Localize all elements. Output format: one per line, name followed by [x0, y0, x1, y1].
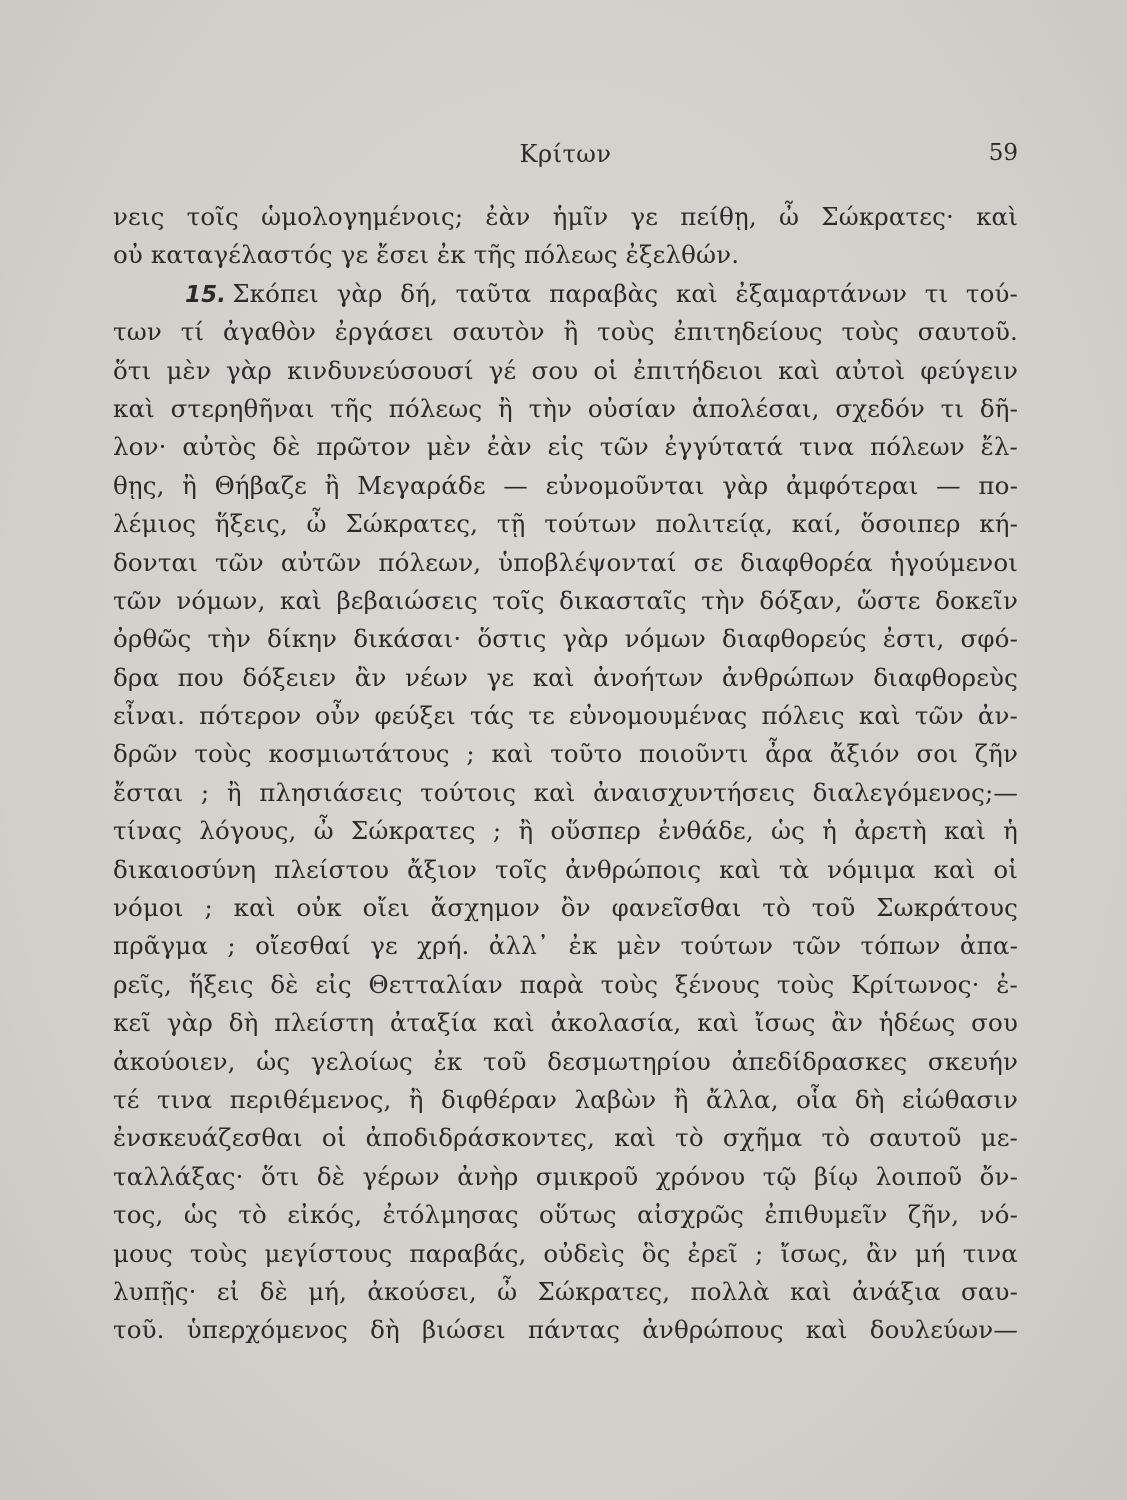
text-line: Σκόπει γὰρ δή, ταῦτα παραβὰς καὶ ἐξαμαρτάνων τι τού- — [232, 278, 1018, 308]
text-line: οὐ καταγέλαστός γε ἔσει ἐκ τῆς πόλεως ἐξελθών. — [113, 240, 740, 270]
running-head — [113, 140, 1018, 180]
text-line: των τί ἀγαθὸν ἐργάσει σαυτὸν ἢ τοὺς ἐπιτηδείους τοὺς σαυτοῦ. — [113, 317, 1018, 347]
text-line: τῶν νόμων, καὶ βεβαιώσεις τοῖς δικασταῖς τὴν δόξαν, ὥστε δοκεῖν — [113, 585, 1018, 615]
text-line: τοῦ. ὑπερχόμενος δὴ βιώσει πάντας ἀνθρώπους καὶ δουλεύων— — [113, 1315, 1018, 1345]
text-line: ἀκούοιεν, ὡς γελοίως ἐκ τοῦ δεσμωτηρίου ἀπεδίδρασκες σκευήν — [113, 1046, 1018, 1076]
section-number: 15. — [185, 281, 227, 308]
text-line: λέμιος ἥξεις, ὦ Σώκρατες, τῇ τούτων πολιτείᾳ, καί, ὅσοιπερ κή- — [113, 509, 1018, 539]
running-title: Κρίτων — [519, 140, 612, 168]
section-first-line — [113, 275, 1018, 313]
text-line: καὶ στερηθῆναι τῆς πόλεως ἢ τὴν οὐσίαν ἀπολέσαι, σχεδόν τι δῆ- — [113, 393, 1018, 423]
text-line: θῃς, ἢ Θήβαζε ἢ Μεγαράδε — εὐνομοῦνται γὰρ ἀμφότεραι — πο- — [113, 470, 1018, 500]
text-line: δρα που δόξειεν ἂν νέων γε καὶ ἀνοήτων ἀνθρώπων διαφθορεὺς — [113, 662, 1018, 692]
text-line: ἐνσκευάζεσθαι οἱ ἀποδιδράσκοντες, καὶ τὸ σχῆμα τὸ σαυτοῦ με- — [113, 1123, 1018, 1153]
text-block — [113, 198, 1018, 1350]
text-line: δονται τῶν αὐτῶν πόλεων, ὑποβλέψονταί σε διαφθορέα ἡγούμενοι — [113, 547, 1018, 577]
text-line: δικαιοσύνη πλείστου ἄξιον τοῖς ἀνθρώποις καὶ τὰ νόμιμα καὶ οἱ — [113, 854, 1018, 884]
text-line: ρεῖς, ἥξεις δὲ εἰς Θετταλίαν παρὰ τοὺς ξένους τοὺς Κρίτωνος· ἐ- — [113, 969, 1018, 999]
text-line: τος, ὡς τὸ εἰκός, ἐτόλμησας οὕτως αἰσχρῶς ἐπιθυμεῖν ζῆν, νό- — [113, 1200, 1018, 1230]
text-line: ἔσται ; ἢ πλησιάσεις τούτοις καὶ ἀναισχυντήσεις διαλεγόμενος;— — [113, 777, 1018, 807]
text-line: λυπῇς· εἰ δὲ μή, ἀκούσει, ὦ Σώκρατες, πολλὰ καὶ ἀνάξια σαυ- — [113, 1276, 1018, 1306]
text-line: κεῖ γὰρ δὴ πλείστη ἀταξία καὶ ἀκολασία, καὶ ἴσως ἂν ἡδέως σου — [113, 1008, 1018, 1038]
text-line: ὀρθῶς τὴν δίκην δικάσαι· ὅστις γὰρ νόμων διαφθορεύς ἐστι, σφό- — [113, 624, 1018, 654]
text-line: ὅτι μὲν γὰρ κινδυνεύσουσί γέ σου οἱ ἐπιτήδειοι καὶ αὐτοὶ φεύγειν — [113, 355, 1018, 385]
text-line: ταλλάξας· ὅτι δὲ γέρων ἀνὴρ σμικροῦ χρόνου τῷ βίῳ λοιποῦ ὄν- — [113, 1161, 1018, 1191]
text-line: πρᾶγμα ; οἴεσθαί γε χρή. ἀλλ᾽ ἐκ μὲν τούτων τῶν τόπων ἀπα- — [113, 931, 1018, 961]
text-line: τίνας λόγους, ὦ Σώκρατες ; ἢ οὕσπερ ἐνθάδε, ὡς ἡ ἀρετὴ καὶ ἡ — [113, 816, 1018, 846]
text-line: μους τοὺς μεγίστους παραβάς, οὐδεὶς ὃς ἐρεῖ ; ἴσως, ἂν μή τινα — [113, 1238, 1018, 1268]
text-line: νεις τοῖς ὡμολογημένοις; ἐὰν ἡμῖν γε πείθῃ, ὦ Σώκρατες· καὶ — [113, 202, 1018, 231]
text-line: δρῶν τοὺς κοσμιωτάτους ; καὶ τοῦτο ποιοῦντι ἆρα ἄξιόν σοι ζῆν — [113, 739, 1018, 769]
text-line: εἶναι. πότερον οὖν φεύξει τάς τε εὐνομουμένας πόλεις καὶ τῶν ἀν- — [113, 701, 1018, 731]
text-line: λον· αὐτὸς δὲ πρῶτον μὲν ἐὰν εἰς τῶν ἐγγύτατά τινα πόλεων ἔλ- — [113, 432, 1018, 462]
page-number: 59 — [988, 140, 1018, 166]
text-line: τέ τινα περιθέμενος, ἢ διφθέραν λαβὼν ἢ ἄλλα, οἷα δὴ εἰώθασιν — [113, 1084, 1018, 1114]
text-line: νόμοι ; καὶ οὐκ οἴει ἄσχημον ὂν φανεῖσθαι τὸ τοῦ Σωκράτους — [113, 893, 1018, 923]
